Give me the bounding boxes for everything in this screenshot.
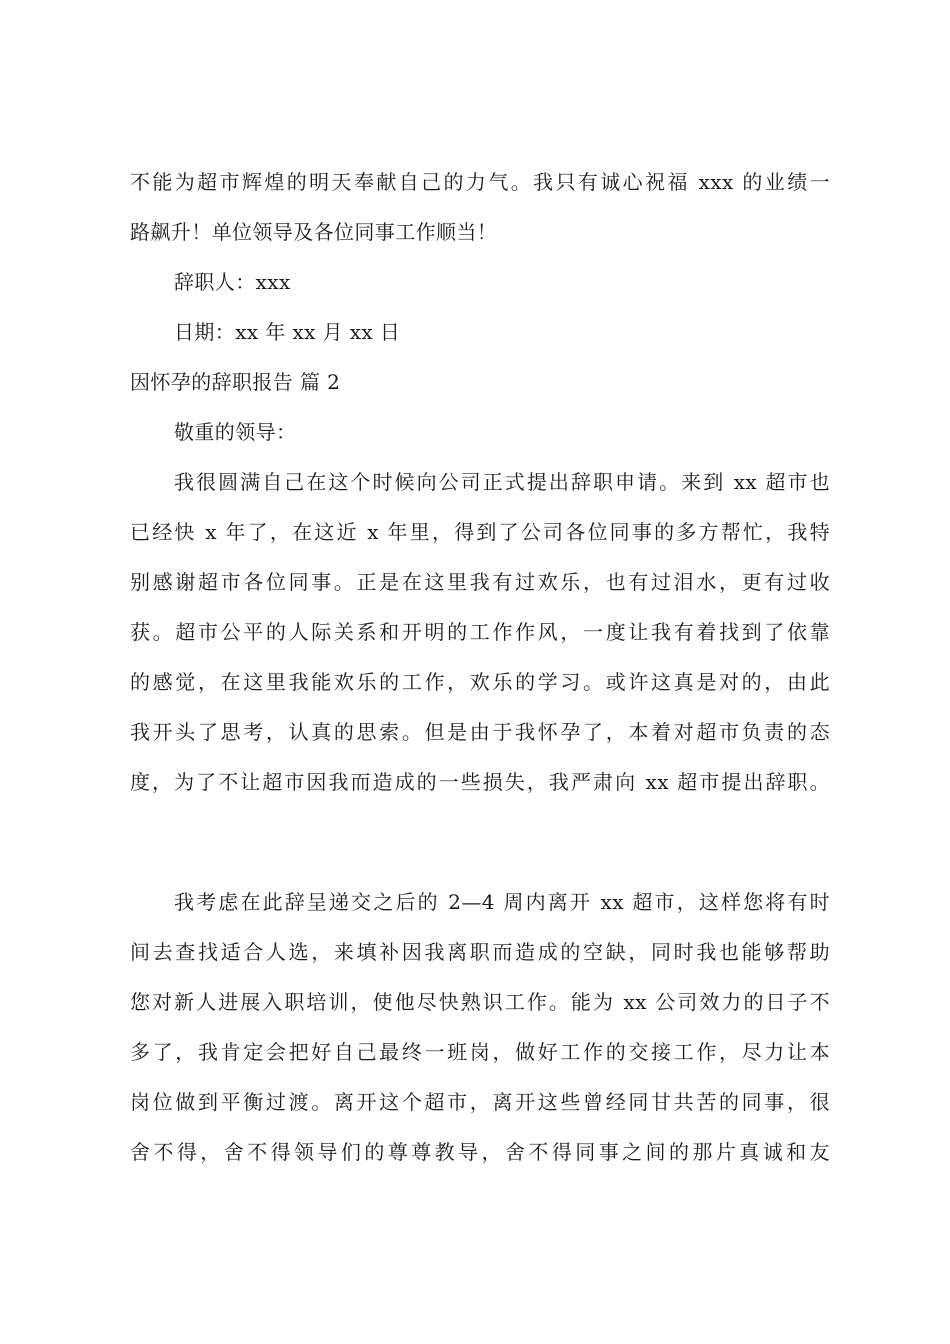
text-line: 岗位做到平衡过渡。离开这个超市，离开这些曾经同甘共苦的同事，很 [130, 1090, 830, 1114]
text-line: 已经快 x 年了，在这近 x 年里，得到了公司各位同事的多方帮忙，我特 [130, 520, 830, 544]
text-line: 我很圆满自己在这个时候向公司正式提出辞职申请。来到 xx 超市也 [174, 470, 830, 494]
text-line: 您对新人进展入职培训，使他尽快熟识工作。能为 xx 公司效力的日子不 [130, 990, 830, 1014]
text-line: 间去查找适合人选，来填补因我离职而造成的空缺，同时我也能够帮助 [130, 940, 830, 964]
text-line: 不能为超市辉煌的明天奉献自己的力气。我只有诚心祝福 xxx 的业绩一 [130, 170, 830, 194]
paragraph-gap [130, 807, 830, 877]
text-line: 度，为了不让超市因我而造成的一些损失，我严肃向 xx 超市提出辞职。 [130, 770, 830, 794]
document-body [130, 157, 830, 1177]
signature-line: 辞职人：xxx [174, 270, 291, 294]
text-line: 路飙升！单位领导及各位同事工作顺当！ [130, 220, 498, 244]
paragraph-2 [130, 877, 830, 1177]
paragraph-1 [130, 457, 830, 807]
text-line: 我开头了思考，认真的思索。但是由于我怀孕了，本着对超市负责的态 [130, 720, 830, 744]
text-line: 获。超市公平的人际关系和开明的工作作风，一度让我有着找到了依靠 [130, 620, 830, 644]
date-line: 日期：xx 年 xx 月 xx 日 [174, 320, 401, 344]
section-title: 因怀孕的辞职报告 篇 2 [130, 370, 341, 394]
paragraph-continuation [130, 157, 830, 257]
text-line: 我考虑在此辞呈递交之后的 2—4 周内离开 xx 超市，这样您将有时 [174, 890, 830, 914]
salutation: 敬重的领导： [174, 420, 297, 444]
text-line: 舍不得，舍不得领导们的尊尊教导，舍不得同事之间的那片真诚和友 [130, 1140, 830, 1164]
text-line: 的感觉，在这里我能欢乐的工作，欢乐的学习。或许这真是对的，由此 [130, 670, 830, 694]
text-line: 别感谢超市各位同事。正是在这里我有过欢乐，也有过泪水，更有过收 [130, 570, 830, 594]
text-line: 多了，我肯定会把好自己最终一班岗，做好工作的交接工作，尽力让本 [130, 1040, 830, 1064]
